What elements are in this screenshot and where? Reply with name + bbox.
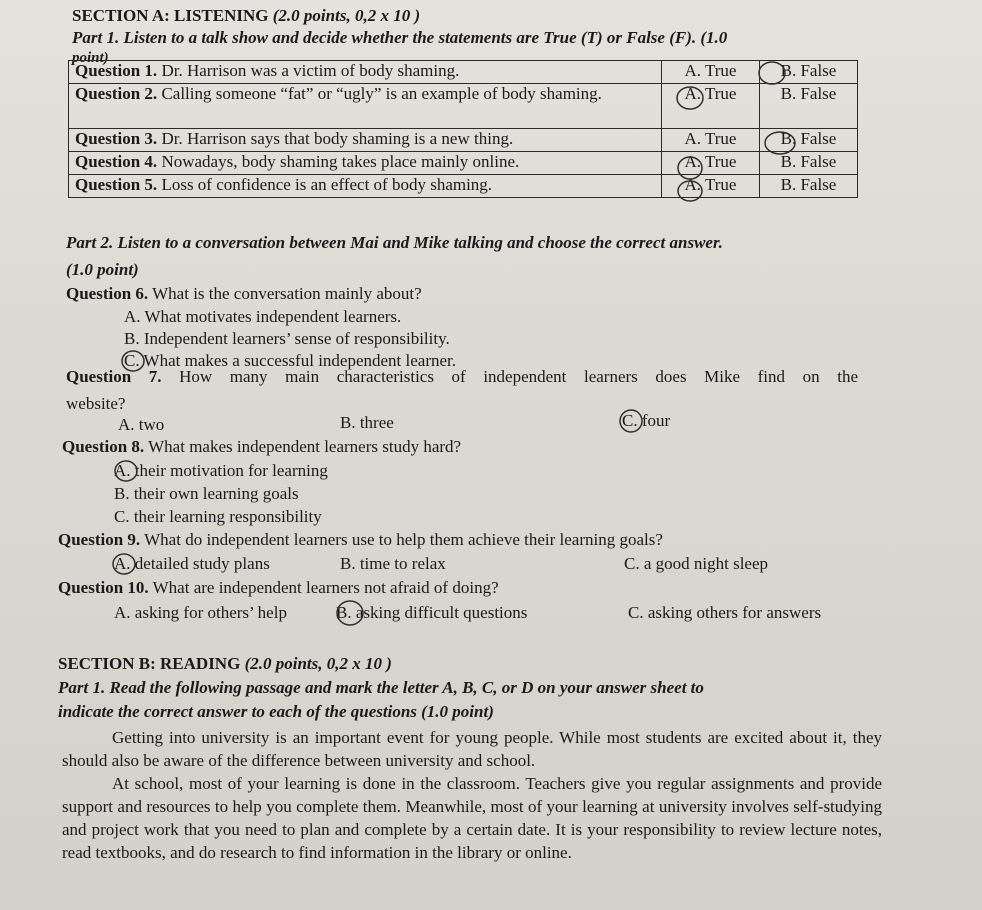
q7-text-cont: website? [66, 394, 126, 413]
q5-b-label: B. False [780, 175, 837, 194]
q2-label: Question 2. [75, 84, 158, 103]
section-b-heading [58, 654, 392, 674]
table-row [69, 152, 858, 175]
q4-option-a[interactable] [662, 152, 760, 175]
table-row [69, 84, 858, 129]
q6-option-b[interactable]: B. Independent learners’ sense of responsibility. [124, 329, 450, 348]
q4-option-b[interactable] [759, 152, 857, 175]
q3-text: Dr. Harrison says that body shaming is a new thing. [161, 129, 514, 148]
q10-label: Question 10. [58, 578, 149, 597]
section-a-title: SECTION A: LISTENING [72, 6, 273, 25]
true-false-table [68, 60, 858, 198]
q1-label: Question 1. [75, 61, 158, 80]
question-cell [69, 61, 662, 84]
q3-label: Question 3. [75, 129, 158, 148]
reading-instruction: Part 1. Read the following passage and mark the letter A, B, C, or D on your answer sheet to [58, 678, 704, 697]
q6-text: What is the conversation mainly about? [148, 284, 422, 303]
question-cell [69, 129, 662, 152]
q7-option-a[interactable]: A. two [118, 415, 165, 434]
q5-label: Question 5. [75, 175, 158, 194]
part2-instruction: Part 2. Listen to a conversation between Mai and Mike talking and choose the correct answer. [66, 233, 723, 252]
q1-option-a[interactable] [662, 61, 760, 84]
q8-label: Question 8. [62, 437, 145, 456]
reading-instruction-cont: indicate the correct answer to each of the questions (1.0 point) [58, 702, 494, 721]
section-a-points: (2.0 points, 0,2 x 10 ) [272, 6, 421, 25]
q3-option-a[interactable] [662, 129, 760, 152]
q5-a-label: A. True [684, 175, 737, 194]
q8-text: What makes independent learners study hard? [144, 437, 462, 456]
q2-option-b[interactable] [759, 84, 857, 129]
reading-paragraph-1: Getting into university is an important event for young people. While most students are excited about it, they should also be aware of the difference between university and school. [62, 728, 882, 770]
q4-b-label: B. False [780, 152, 837, 171]
part1-instruction-cont: point) [72, 50, 109, 66]
q4-a-label: A. True [684, 152, 737, 171]
q2-option-a[interactable] [662, 84, 760, 129]
table-row [69, 61, 858, 84]
q3-b-label: B. False [780, 129, 837, 148]
table-row [69, 129, 858, 152]
q9-text: What do independent learners use to help them achieve their learning goals? [140, 530, 663, 549]
question-10 [58, 578, 499, 598]
q7-option-c[interactable]: C. four [622, 411, 671, 430]
q1-a-label: A. True [684, 61, 737, 80]
question-cell [69, 175, 662, 198]
question-cell [69, 152, 662, 175]
q2-text: Calling someone “fat” or “ugly” is an example of body shaming. [161, 84, 602, 103]
q5-text: Loss of confidence is an effect of body shaming. [161, 175, 493, 194]
q1-text: Dr. Harrison was a victim of body shaming. [161, 61, 460, 80]
q5-option-b[interactable] [759, 175, 857, 198]
q6-option-c[interactable]: C. What makes a successful independent learner. [124, 351, 457, 370]
q3-a-label: A. True [684, 129, 737, 148]
q7-label: Question 7. [66, 367, 162, 386]
q1-option-b[interactable] [759, 61, 857, 84]
question-8 [62, 437, 461, 457]
q7-text: How many main characteristics of independent learners does Mike find on the [161, 367, 858, 386]
q9-option-b[interactable]: B. time to relax [340, 554, 446, 573]
q9-option-a[interactable]: A. detailed study plans [114, 554, 270, 573]
reading-paragraph-2: At school, most of your learning is done in the classroom. Teachers give you regular assignments and provide support and resources to help you complete them. Meanwhile, most of your learning at university involves self-studying and project work that you need to plan and complete by a certain date. It is your responsibility to review lecture notes, read textbooks, and do research to find information in the library or online. [62, 774, 882, 862]
q9-label: Question 9. [58, 530, 141, 549]
part1-instruction: Part 1. Listen to a talk show and decide whether the statements are True (T) or False (F). (1.0 [72, 28, 728, 47]
q8-option-b[interactable]: B. their own learning goals [114, 484, 299, 503]
question-cell [69, 84, 662, 129]
q10-text: What are independent learners not afraid of doing? [148, 578, 499, 597]
section-b-points: (2.0 points, 0,2 x 10 ) [244, 654, 392, 673]
q2-b-label: B. False [780, 84, 837, 103]
q8-option-a[interactable]: A. their motivation for learning [114, 461, 328, 480]
q9-option-c[interactable]: C. a good night sleep [624, 554, 769, 573]
q1-b-label: B. False [780, 61, 837, 80]
section-a-heading [72, 6, 420, 26]
part2-instruction-cont: (1.0 point) [66, 260, 139, 279]
q4-label: Question 4. [75, 152, 158, 171]
q3-option-b[interactable] [759, 129, 857, 152]
question-9 [58, 530, 663, 550]
question-7 [66, 367, 858, 387]
q10-option-a[interactable]: A. asking for others’ help [114, 603, 287, 622]
q6-label: Question 6. [66, 284, 149, 303]
section-b-title: SECTION B: READING [58, 654, 245, 673]
question-6 [66, 284, 422, 304]
q10-option-b[interactable]: B. asking difficult questions [336, 603, 528, 622]
table-row [69, 175, 858, 198]
q8-option-c[interactable]: C. their learning responsibility [114, 507, 322, 526]
q6-option-a[interactable]: A. What motivates independent learners. [124, 307, 402, 326]
q2-a-label: A. True [684, 84, 737, 103]
q10-option-c[interactable]: C. asking others for answers [628, 603, 822, 622]
q5-option-a[interactable] [662, 175, 760, 198]
q4-text: Nowadays, body shaming takes place mainly online. [161, 152, 520, 171]
q7-option-b[interactable]: B. three [340, 413, 394, 432]
